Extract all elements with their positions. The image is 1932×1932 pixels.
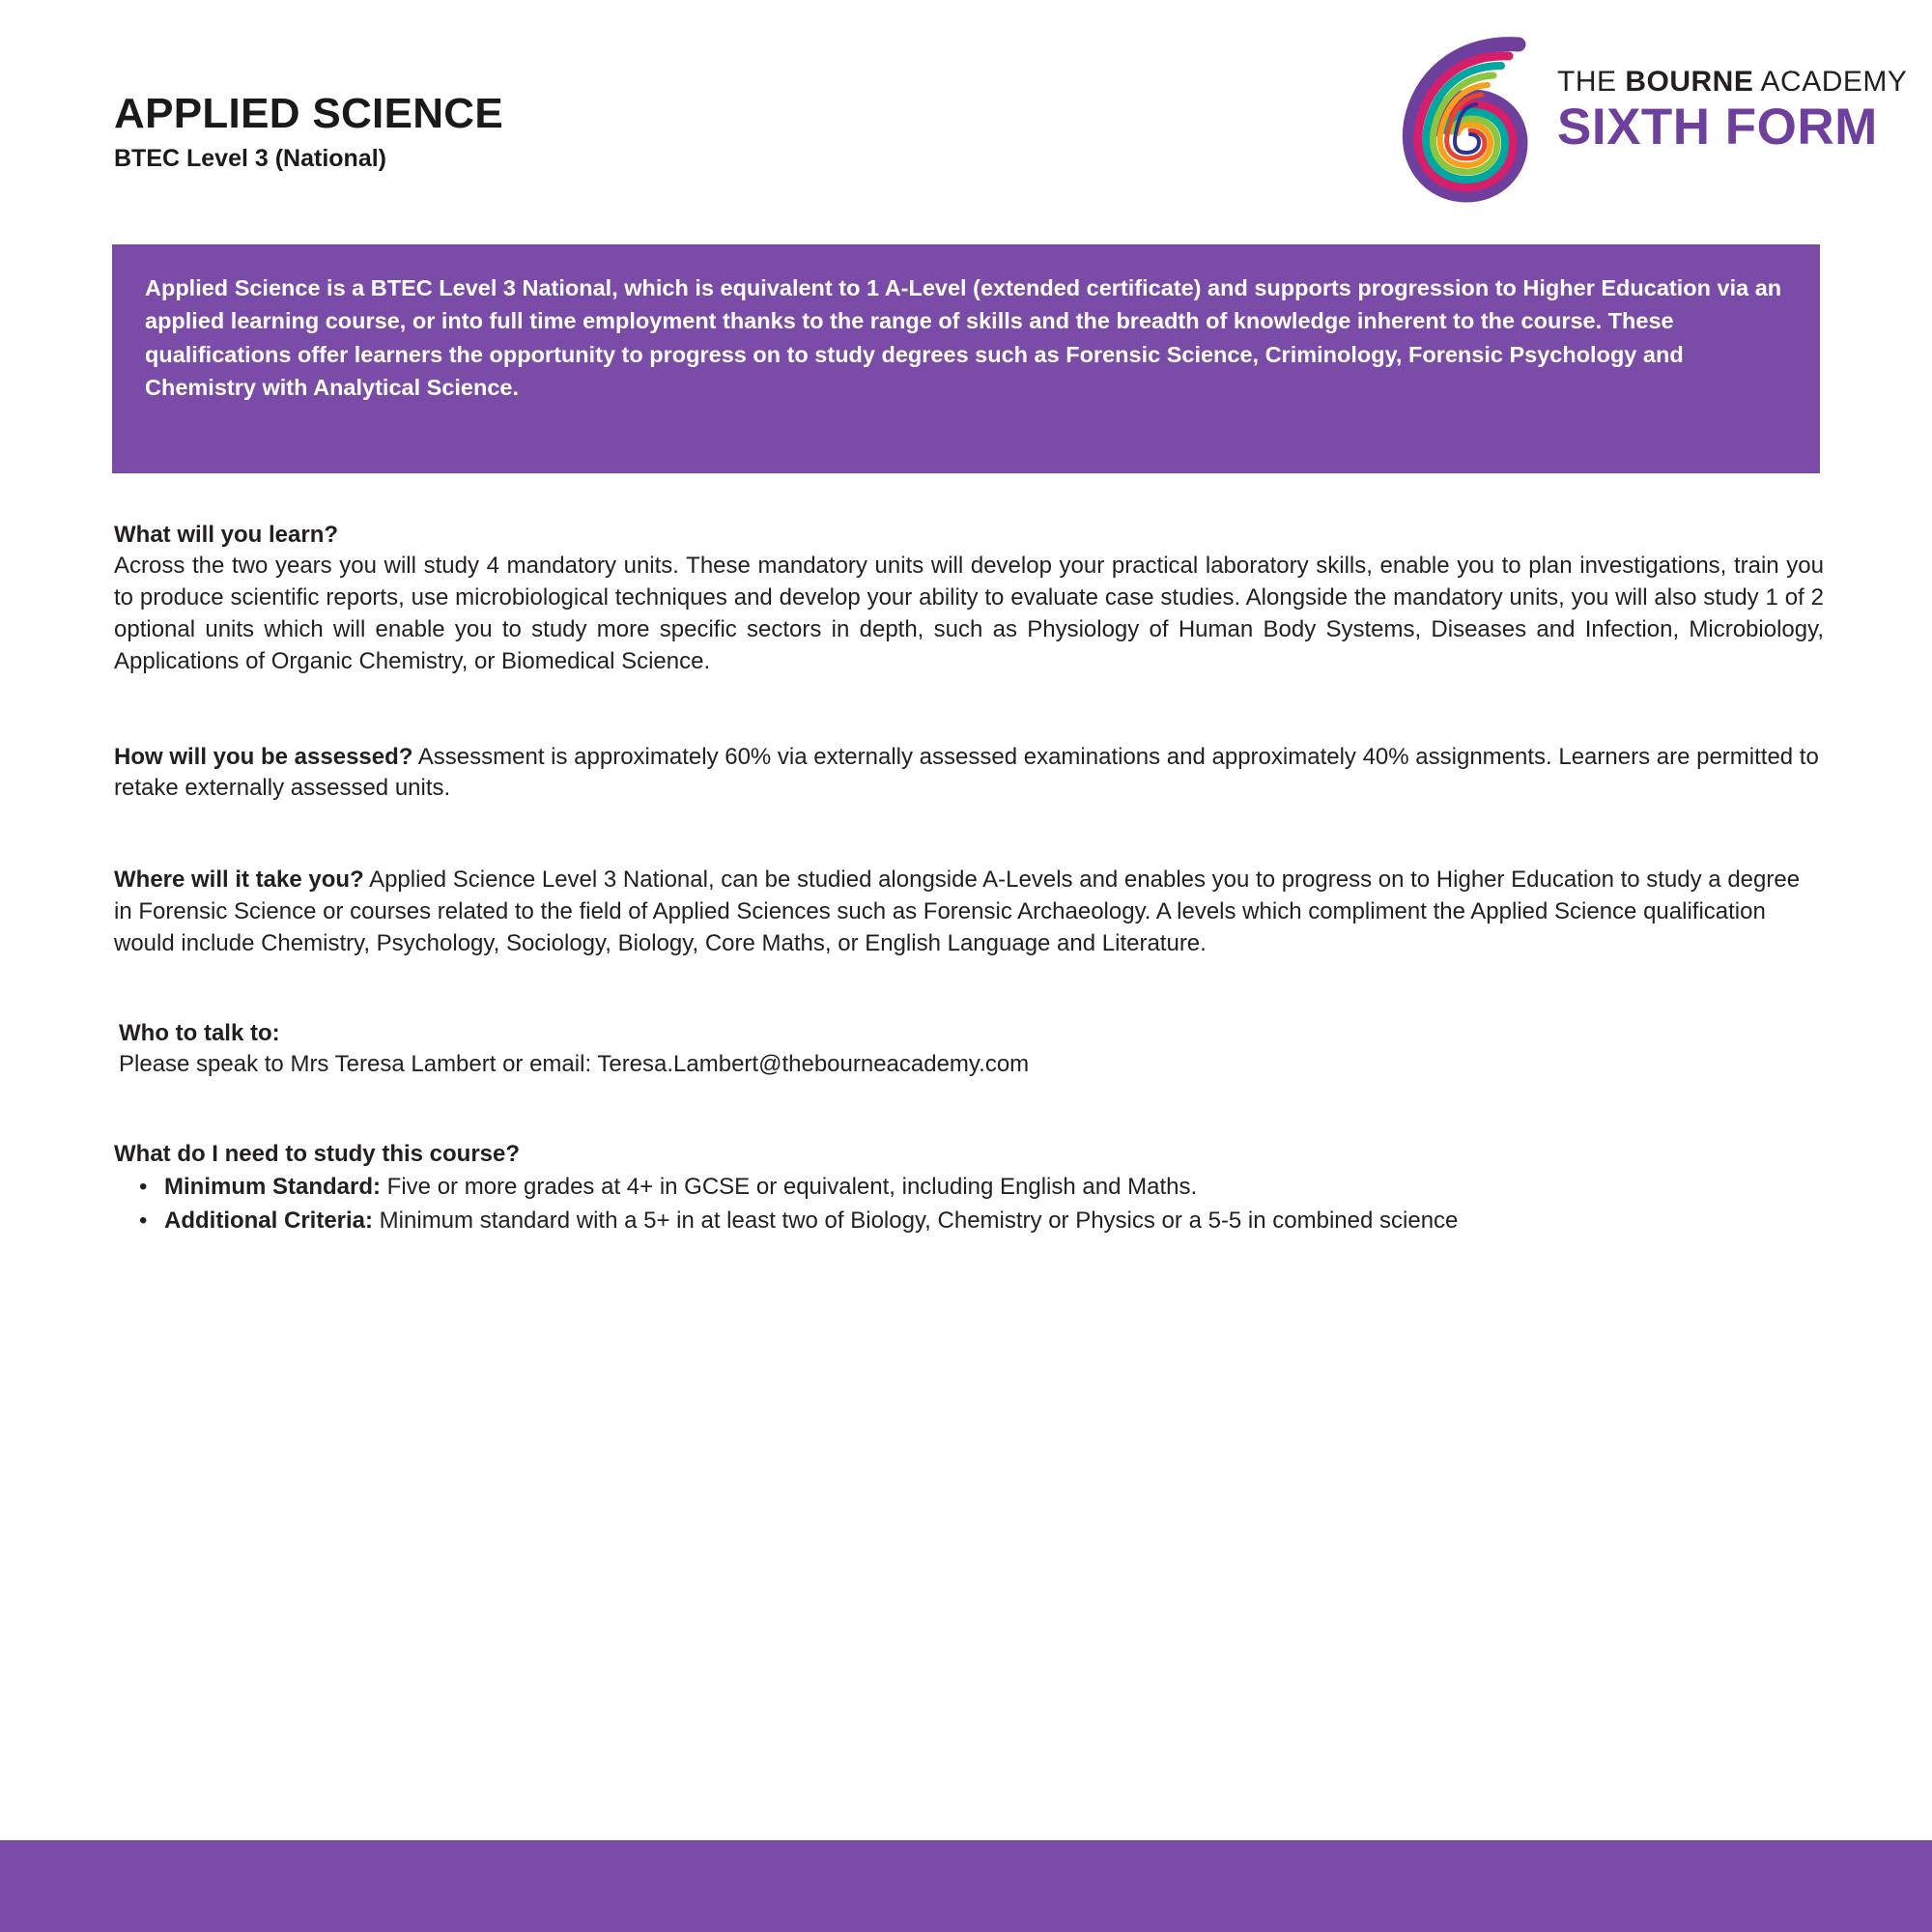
requirements-heading: What do I need to study this course? bbox=[114, 1140, 521, 1167]
assessed-body: Assessment is approximately 60% via externally assessed examinations and approximately 40% assignments. Learners are permitted to retake externally assessed units. bbox=[114, 743, 1819, 802]
logo-line-sixthform: SIXTH FORM bbox=[1557, 99, 1878, 156]
spacer bbox=[114, 678, 1824, 742]
additional-criteria-text: Minimum standard with a 5+ in at least two of Biology, Chemistry or Physics or a 5-5 in combined science bbox=[373, 1207, 1459, 1234]
footer-bar bbox=[0, 1840, 1932, 1932]
learn-heading: What will you learn? bbox=[114, 522, 339, 548]
section-how-assessed bbox=[114, 742, 1824, 806]
list-item bbox=[164, 1206, 1824, 1237]
additional-criteria-label: Additional Criteria: bbox=[164, 1207, 374, 1234]
logo-line-academy: THE BOURNE ACADEMY bbox=[1557, 66, 1908, 98]
intro-banner-text: Applied Science is a BTEC Level 3 National, which is equivalent to 1 A-Level (extended certificate) and supports progression to Higher Education via an applied learning course, or into full time employment thanks to the range of skills and the breadth of knowledge inherent to the course. These qualifications offer learners the opportunity to progress on to study degrees such as Forensic Science, Criminology, Forensic Psychology and Chemistry with Analytical Science. bbox=[145, 275, 1782, 400]
minimum-standard-label: Minimum Standard: bbox=[164, 1173, 382, 1200]
logo-wordmark bbox=[1557, 66, 1908, 156]
spacer bbox=[114, 805, 1824, 865]
page-subtitle: BTEC Level 3 (National) bbox=[114, 145, 386, 172]
assessed-heading: How will you be assessed? bbox=[114, 743, 413, 770]
intro-banner bbox=[112, 244, 1820, 473]
where-body: Applied Science Level 3 National, can be studied alongside A-Levels and enables you to progress on to Higher Education to study a degree in Forensic Science or courses related to the field of Applied Sciences such as Forensic Archaeology. A levels which compliment the Applied Science qualification would include Chemistry, Psychology, Sociology, Biology, Core Maths, or English Language and Literature. bbox=[114, 867, 1801, 956]
spacer bbox=[114, 1081, 1824, 1141]
page-title: APPLIED SCIENCE bbox=[114, 90, 504, 137]
section-entry-requirements bbox=[114, 1141, 1824, 1237]
contact-heading: Who to talk to: bbox=[119, 1019, 280, 1046]
section-who-to-talk-to bbox=[114, 1020, 1824, 1081]
section-where-will-it-take-you bbox=[114, 865, 1824, 960]
section-what-will-you-learn bbox=[114, 522, 1824, 678]
page-header bbox=[0, 0, 1932, 232]
school-logo bbox=[1364, 19, 1908, 203]
learn-body: Across the two years you will study 4 mandatory units. These mandatory units will develop your practical laboratory skills, enable you to plan investigations, train you to produce scientific reports, use microbiological techniques and develop your ability to evaluate case studies. Alongside the mandatory units, you will also study 1 of 2 optional units which will enable you to study more specific sectors in depth, such as Physiology of Human Body Systems, Diseases and Infection, Microbiology, Applications of Organic Chemistry, or Biomedical Science. bbox=[114, 553, 1824, 674]
spacer bbox=[114, 960, 1824, 1020]
main-content bbox=[114, 522, 1824, 1239]
minimum-standard-text: Five or more grades at 4+ in GCSE or equivalent, including English and Maths. bbox=[381, 1173, 1198, 1200]
contact-body: Please speak to Mrs Teresa Lambert or email: Teresa.Lambert@thebourneacademy.com bbox=[119, 1050, 1030, 1077]
title-block bbox=[114, 90, 504, 173]
requirements-list bbox=[114, 1172, 1824, 1237]
logo-bourne-word: BOURNE bbox=[1625, 66, 1754, 98]
bourne-academy-six-swirl-icon bbox=[1374, 27, 1557, 206]
list-item bbox=[164, 1172, 1824, 1204]
where-heading: Where will it take you? bbox=[114, 867, 364, 894]
